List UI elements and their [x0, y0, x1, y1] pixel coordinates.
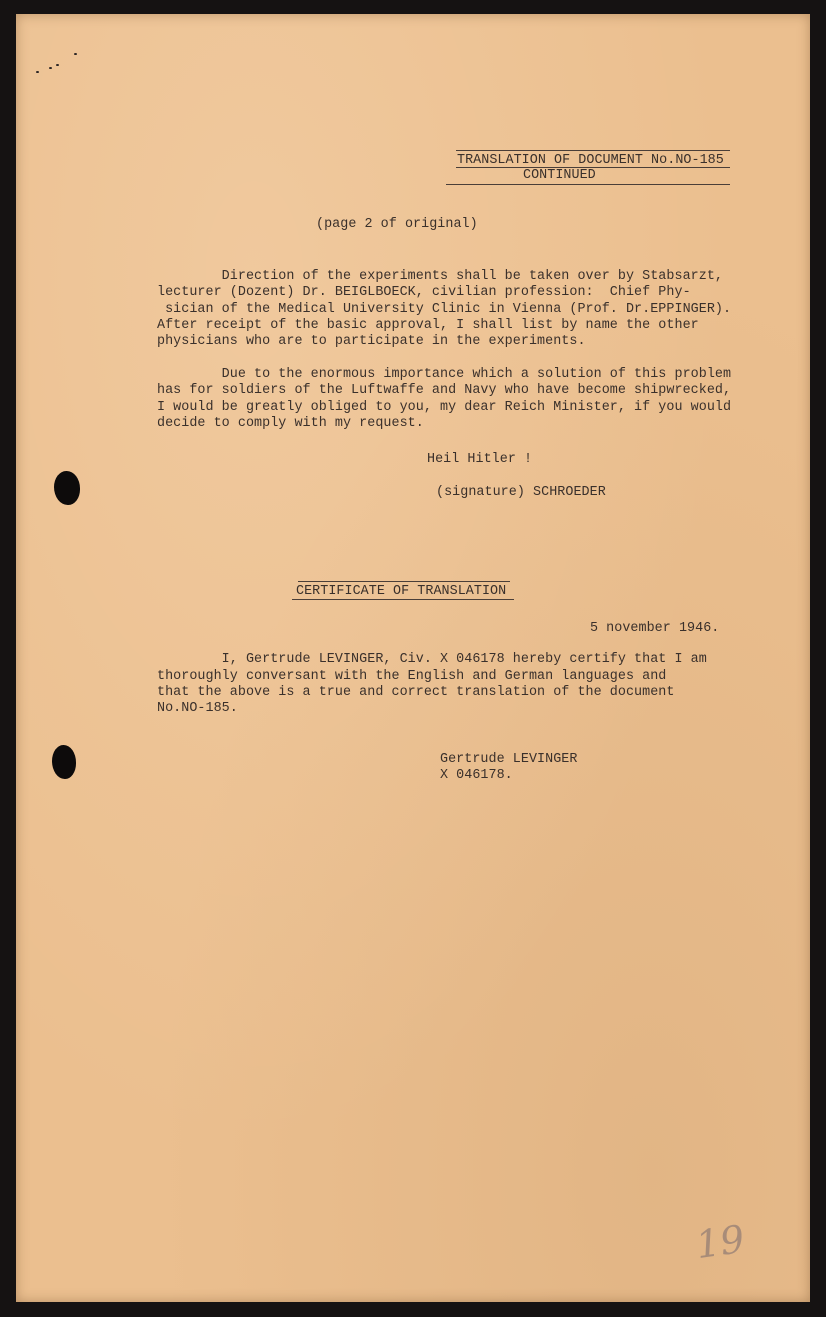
text-line: Direction of the experiments shall be taken over by Stabsarzt, [157, 269, 723, 284]
text-line: After receipt of the basic approval, I shall list by name the other [157, 318, 699, 333]
ink-speck [49, 67, 52, 69]
continued-label: CONTINUED [523, 168, 596, 183]
certificate-rule-bottom [292, 599, 514, 600]
signature-line: (signature) SCHROEDER [436, 485, 606, 500]
text-line: No.NO-185. [157, 701, 238, 716]
text-line: I, Gertrude LEVINGER, Civ. X 046178 hereby certify that I am [157, 652, 707, 667]
certificate-rule-top [298, 581, 510, 582]
ink-speck [56, 64, 59, 66]
text-line: Due to the enormous importance which a solution of this problem [157, 367, 732, 382]
page-reference: (page 2 of original) [316, 217, 478, 232]
text-line: has for soldiers of the Luftwaffe and Navy who have become shipwrecked, [157, 383, 732, 398]
salutation: Heil Hitler ! [427, 452, 533, 467]
handwritten-page-number: 19 [693, 1216, 748, 1268]
ink-speck [36, 71, 39, 73]
certificate-title: CERTIFICATE OF TRANSLATION [296, 584, 507, 599]
ink-speck [74, 53, 77, 55]
text-line: lecturer (Dozent) Dr. BEIGLBOECK, civilian profession: Chief Phy- [157, 285, 691, 300]
certificate-date: 5 november 1946. [590, 621, 720, 636]
text-line: I would be greatly obliged to you, my dear Reich Minister, if you would [157, 400, 732, 415]
document-title: TRANSLATION OF DOCUMENT No.NO-185 [457, 153, 724, 168]
document-page [16, 14, 810, 1302]
punch-hole-top [54, 471, 80, 505]
text-line: decide to comply with my request. [157, 416, 424, 431]
header-rule-top [456, 150, 730, 151]
text-line: sician of the Medical University Clinic in Vienna (Prof. Dr.EPPINGER). [157, 302, 732, 317]
translator-name: Gertrude LEVINGER [440, 752, 578, 767]
text-line: thoroughly conversant with the English and German languages and [157, 669, 667, 684]
text-line: that the above is a true and correct translation of the document [157, 685, 675, 700]
header-rule-bottom [446, 184, 730, 185]
translator-id: X 046178. [440, 768, 513, 783]
text-line: physicians who are to participate in the experiments. [157, 334, 586, 349]
punch-hole-bottom [52, 745, 76, 779]
